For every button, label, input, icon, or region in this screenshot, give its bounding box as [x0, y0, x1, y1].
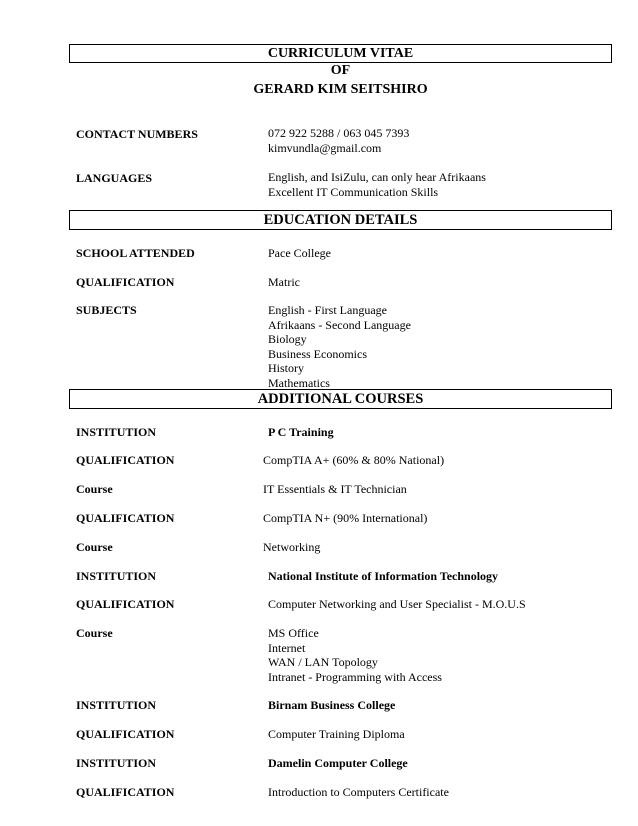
course-row-label: INSTITUTION	[76, 756, 157, 770]
course-row-value: Computer Training Diploma	[268, 727, 405, 741]
courses-heading: ADDITIONAL COURSES	[69, 389, 612, 409]
course-row-value: Introduction to Computers Certificate	[268, 785, 449, 799]
education-heading: EDUCATION DETAILS	[69, 210, 612, 230]
course-row-label: INSTITUTION	[76, 425, 157, 439]
subject-item: History	[268, 361, 304, 375]
qualification-label: QUALIFICATION	[76, 275, 175, 289]
course-row-label: INSTITUTION	[76, 698, 157, 712]
course-row-value: Damelin Computer College	[268, 756, 408, 770]
subject-item: Afrikaans - Second Language	[268, 317, 411, 332]
contact-phone: 072 922 5288 / 063 045 7393	[268, 126, 410, 140]
course-row-value: CompTIA N+ (90% International)	[263, 511, 428, 525]
cv-name: GERARD KIM SEITSHIRO	[253, 82, 428, 97]
languages-line-2: Excellent IT Communication Skills	[268, 184, 439, 199]
subjects-label: SUBJECTS	[76, 303, 137, 317]
subject-item: Business Economics	[268, 346, 367, 361]
course-row-label: Course	[76, 626, 113, 640]
languages-label: LANGUAGES	[76, 171, 153, 185]
languages-value	[268, 170, 486, 199]
course-row-label: QUALIFICATION	[76, 785, 175, 799]
languages-line-1: English, and IsiZulu, can only hear Afrikaans	[268, 170, 486, 184]
contact-value	[268, 126, 409, 155]
course-row-value: P C Training	[268, 425, 334, 439]
course-item: WAN / LAN Topology	[268, 655, 378, 669]
school-label: SCHOOL ATTENDED	[76, 246, 195, 260]
qualification-value: Matric	[268, 275, 300, 289]
course-row-value: National Institute of Information Technology	[268, 569, 499, 583]
course-row-value: Birnam Business College	[268, 698, 396, 712]
subject-item: English - First Language	[268, 303, 387, 317]
school-value: Pace College	[268, 246, 331, 260]
subject-item: Biology	[268, 332, 307, 346]
course-item: Intranet - Programming with Access	[268, 669, 442, 684]
course-row-label: Course	[76, 540, 113, 554]
course-row-value: CompTIA A+ (60% & 80% National)	[263, 453, 445, 467]
course-row-label: QUALIFICATION	[76, 453, 175, 467]
course-item: MS Office	[268, 626, 319, 640]
course-row-label: QUALIFICATION	[76, 597, 175, 611]
contact-email: kimvundla@gmail.com	[268, 140, 382, 155]
course-row-label: QUALIFICATION	[76, 727, 175, 741]
subject-item: Mathematics	[268, 375, 330, 390]
course-row-label: QUALIFICATION	[76, 511, 175, 525]
course-row-value: Networking	[263, 540, 321, 554]
course-row-value-list	[268, 626, 442, 684]
course-row-label: Course	[76, 482, 113, 496]
contact-label: CONTACT NUMBERS	[76, 127, 198, 141]
cv-title-of: OF	[330, 63, 351, 78]
course-item: Internet	[268, 640, 306, 655]
course-row-value: IT Essentials & IT Technician	[263, 482, 407, 496]
course-row-value: Computer Networking and User Specialist - M.O.U.S	[268, 597, 526, 611]
course-row-label: INSTITUTION	[76, 569, 157, 583]
subjects-list	[268, 303, 411, 390]
cv-title: CURRICULUM VITAE	[69, 44, 612, 63]
